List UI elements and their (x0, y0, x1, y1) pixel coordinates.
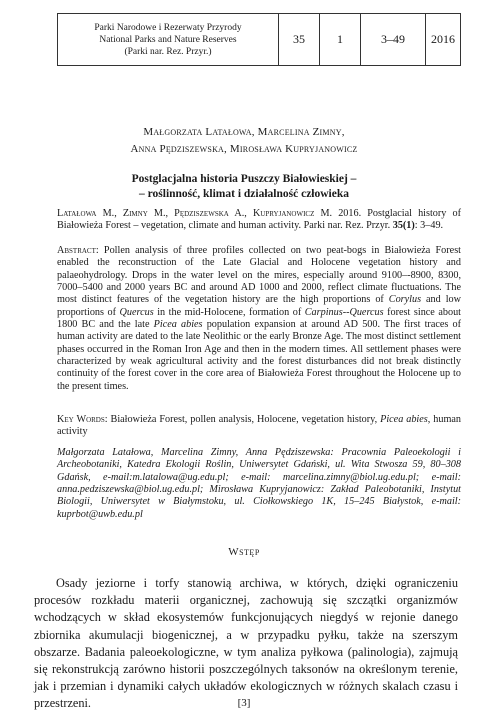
citation-text: 2016. Postglacial history of Białowieża Forest – vegetation, climate and human activity. Parki nar. Rez. Przyr. (57, 208, 461, 232)
keywords-label: Key Words: (57, 414, 108, 425)
abstract-text-5: population expansion at around AD 500. The first traces of human activity are dated to the late Neolithic or the early Bronze Age. The most distinct settlement phases occurred in the Roman Iron Age and then in the modern times. All settlement phases were characterized by weak agricultural activity and the forest disturbances did not break distinctly continuity of the forest cover in the core area of Białowieża Forest throughout the Holocene up to the present times. (57, 319, 461, 392)
taxon-picea: Picea abies (153, 319, 203, 331)
journal-abbreviation: (Parki nar. Rez. Przyr.) (124, 46, 212, 57)
taxon-corylus: Corylus (388, 294, 422, 306)
citation-pages: : 3–49. (414, 220, 444, 232)
citation-volume: 35(1) (392, 220, 415, 232)
abstract-text-3: in the mid-Holocene, formation of (153, 306, 305, 318)
abstract-text-1: Pollen analysis of three profiles collected on two peat-bogs in Białowieża Forest enabled the reconstruction of the Late Glacial and Holocene vegetation history and palaeohydrology. Drops in the water level on the mires, especially around 9100–‑8900, 8300, 7000–5400 and 2000 years BC and around AD 1000 and 2000, reflect climate fluctuations. The most distinct features of the vegetation history are the high proportions of (57, 245, 461, 306)
pages-cell: 3–49 (360, 14, 425, 65)
body-paragraph: Osady jeziorne i torfy stanowią archiwa, w których, dzięki ograniczeniu procesów rozkładu materii organicznej, zachowują się szczątki organizmów wchodzących w skład ekosystemów funkcjonujących niegdyś w rejonie danego zbiornika akumulacji biogenicznej, a w przypadku pyłku, także na szerszym obszarze. Badania paleoekologiczne, w tym analiza pyłkowa (palinologia), zajmują się rekonstrukcją zarówno historii poszczególnych taksonów na określonym terenie, jak i przemian i dynamiki całych układów ekologicznych w różnych skalach czasu i przestrzeni. (34, 576, 458, 711)
authors (40, 124, 448, 158)
keywords (57, 414, 461, 439)
citation (57, 208, 461, 233)
abstract (57, 245, 461, 393)
page-number: [3] (237, 697, 251, 709)
journal-name-polish: Parki Narodowe i Rezerwaty Przyrody (94, 22, 242, 33)
article-title (40, 172, 448, 202)
authors-line-1: Małgorzata Latałowa, Marcelina Zimny, (143, 126, 345, 138)
keywords-picea: Picea abies (380, 414, 428, 425)
journal-name-cell (58, 14, 278, 65)
taxon-quercus: Quercus (119, 306, 154, 318)
authors-line-2: Anna Pędziszewska, Mirosława Kupryjanowicz (130, 143, 358, 155)
author-affiliations: Małgorzata Latałowa, Marcelina Zimny, Anna Pędziszewska: Pracownia Paleoekologii i Archeobotaniki, Katedra Ekologii Roślin, Uniwersytet Gdański, ul. Wita Stwosza 59, 80–308 Gdańsk, e-mail:m.latalowa@ug.edu.pl; e-mail: marcelina.zimny@biol.ug.edu.pl; e-mail: anna.pedziszewska@biol.ug.edu.pl; Mirosława Kupryjanowicz: Zakład Paleobotaniki, Instytut Biologii, Uniwersytet w Białymstoku, ul. Ciołkowskiego 1K, 15–245 Białystok, e-mail: kuprbot@uwb.edu.pl (57, 447, 461, 520)
abstract-text-2: and low proportions of (57, 294, 461, 318)
abstract-text-4: forest since about 1800 BC and the late (57, 306, 461, 331)
taxon-carpinus-quercus: Carpinus-‑Quercus (304, 306, 384, 318)
title-line-1: Postglacjalna historia Puszczy Białowieskiej – (131, 173, 357, 185)
volume-cell: 35 (278, 14, 319, 65)
issue-cell: 1 (319, 14, 360, 65)
journal-header-box (57, 13, 461, 66)
title-line-2: – roślinność, klimat i działalność człowieka (139, 188, 349, 200)
section-heading: Wstęp (228, 546, 260, 558)
citation-authors: Latałowa M., Zimny M., Pędziszewska A., Kupryjanowicz M. (57, 208, 333, 219)
journal-name-english: National Parks and Nature Reserves (99, 34, 237, 45)
keywords-text-2: , human activity (57, 414, 461, 438)
keywords-text-1: Białowieża Forest, pollen analysis, Holocene, vegetation history, (107, 414, 381, 425)
abstract-label: Abstract: (57, 245, 99, 256)
year-cell: 2016 (425, 14, 460, 65)
